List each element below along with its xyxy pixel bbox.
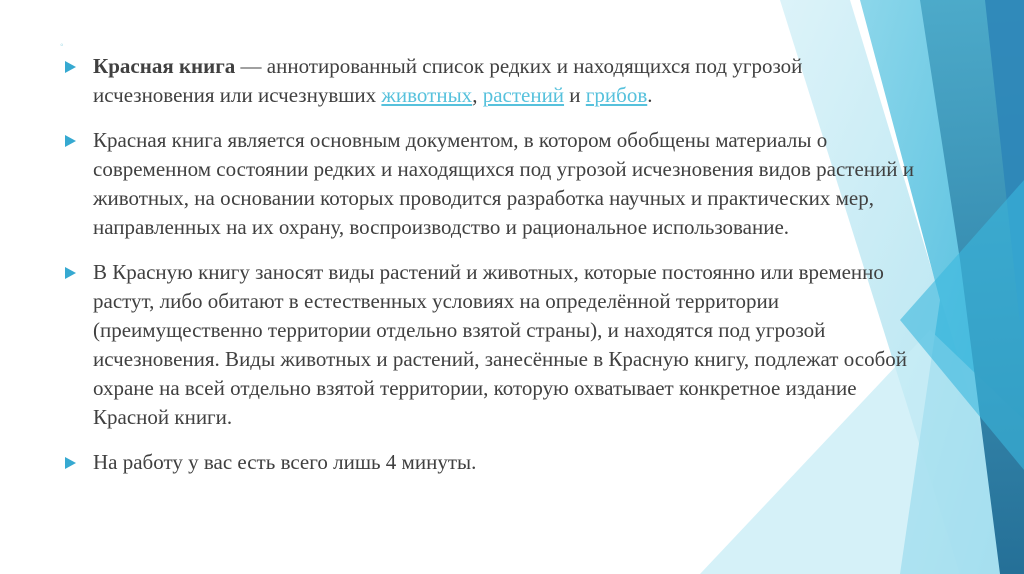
arrow-bullet-icon xyxy=(65,135,76,147)
bullet-item-2 xyxy=(64,126,926,242)
arrow-bullet-icon xyxy=(65,267,76,279)
link-animals[interactable]: животных xyxy=(381,83,473,107)
bullet-item-4 xyxy=(64,448,926,477)
bullet-text: В Красную книгу заносят виды растений и животных, которые постоянно или временно растут, либо обитают в естественных условиях на определённой территории (преимущественно территории отдельно взятой страны), и находятся под угрозой исчезновения. Виды животных и растений, занесённые в Красную книгу, подлежат особой охране на всей отдельно взятой территории, которую охватывает конкретное издание Красной книги. xyxy=(93,260,907,429)
bullet-item-1 xyxy=(64,52,926,110)
arrow-bullet-icon xyxy=(65,61,76,73)
bullet-text: Красная книга является основным документом, в котором обобщены материалы о современном состоянии редких и находящихся под угрозой исчезновения видов растений и животных, на основании которых проводится разработка научных и практических мер, направленных на их охрану, воспроизводство и рациональное использование. xyxy=(93,128,915,239)
link-fungi[interactable]: грибов xyxy=(585,83,648,107)
link-plants[interactable]: растений xyxy=(482,83,565,107)
arrow-bullet-icon xyxy=(65,457,76,469)
sentence-end: . xyxy=(647,83,653,107)
term-red-book: Красная книга xyxy=(93,54,236,78)
top-marker: ◦ xyxy=(60,40,64,51)
slide-content xyxy=(64,52,926,493)
bullet-text: — аннотированный список редких и находящихся под угрозой исчезновения или исчезнувших xyxy=(93,54,803,107)
bullet-item-3 xyxy=(64,258,926,432)
bullet-text: На работу у вас есть всего лишь 4 минуты. xyxy=(93,450,477,474)
separator-comma: , xyxy=(472,83,483,107)
separator-and: и xyxy=(564,83,586,107)
